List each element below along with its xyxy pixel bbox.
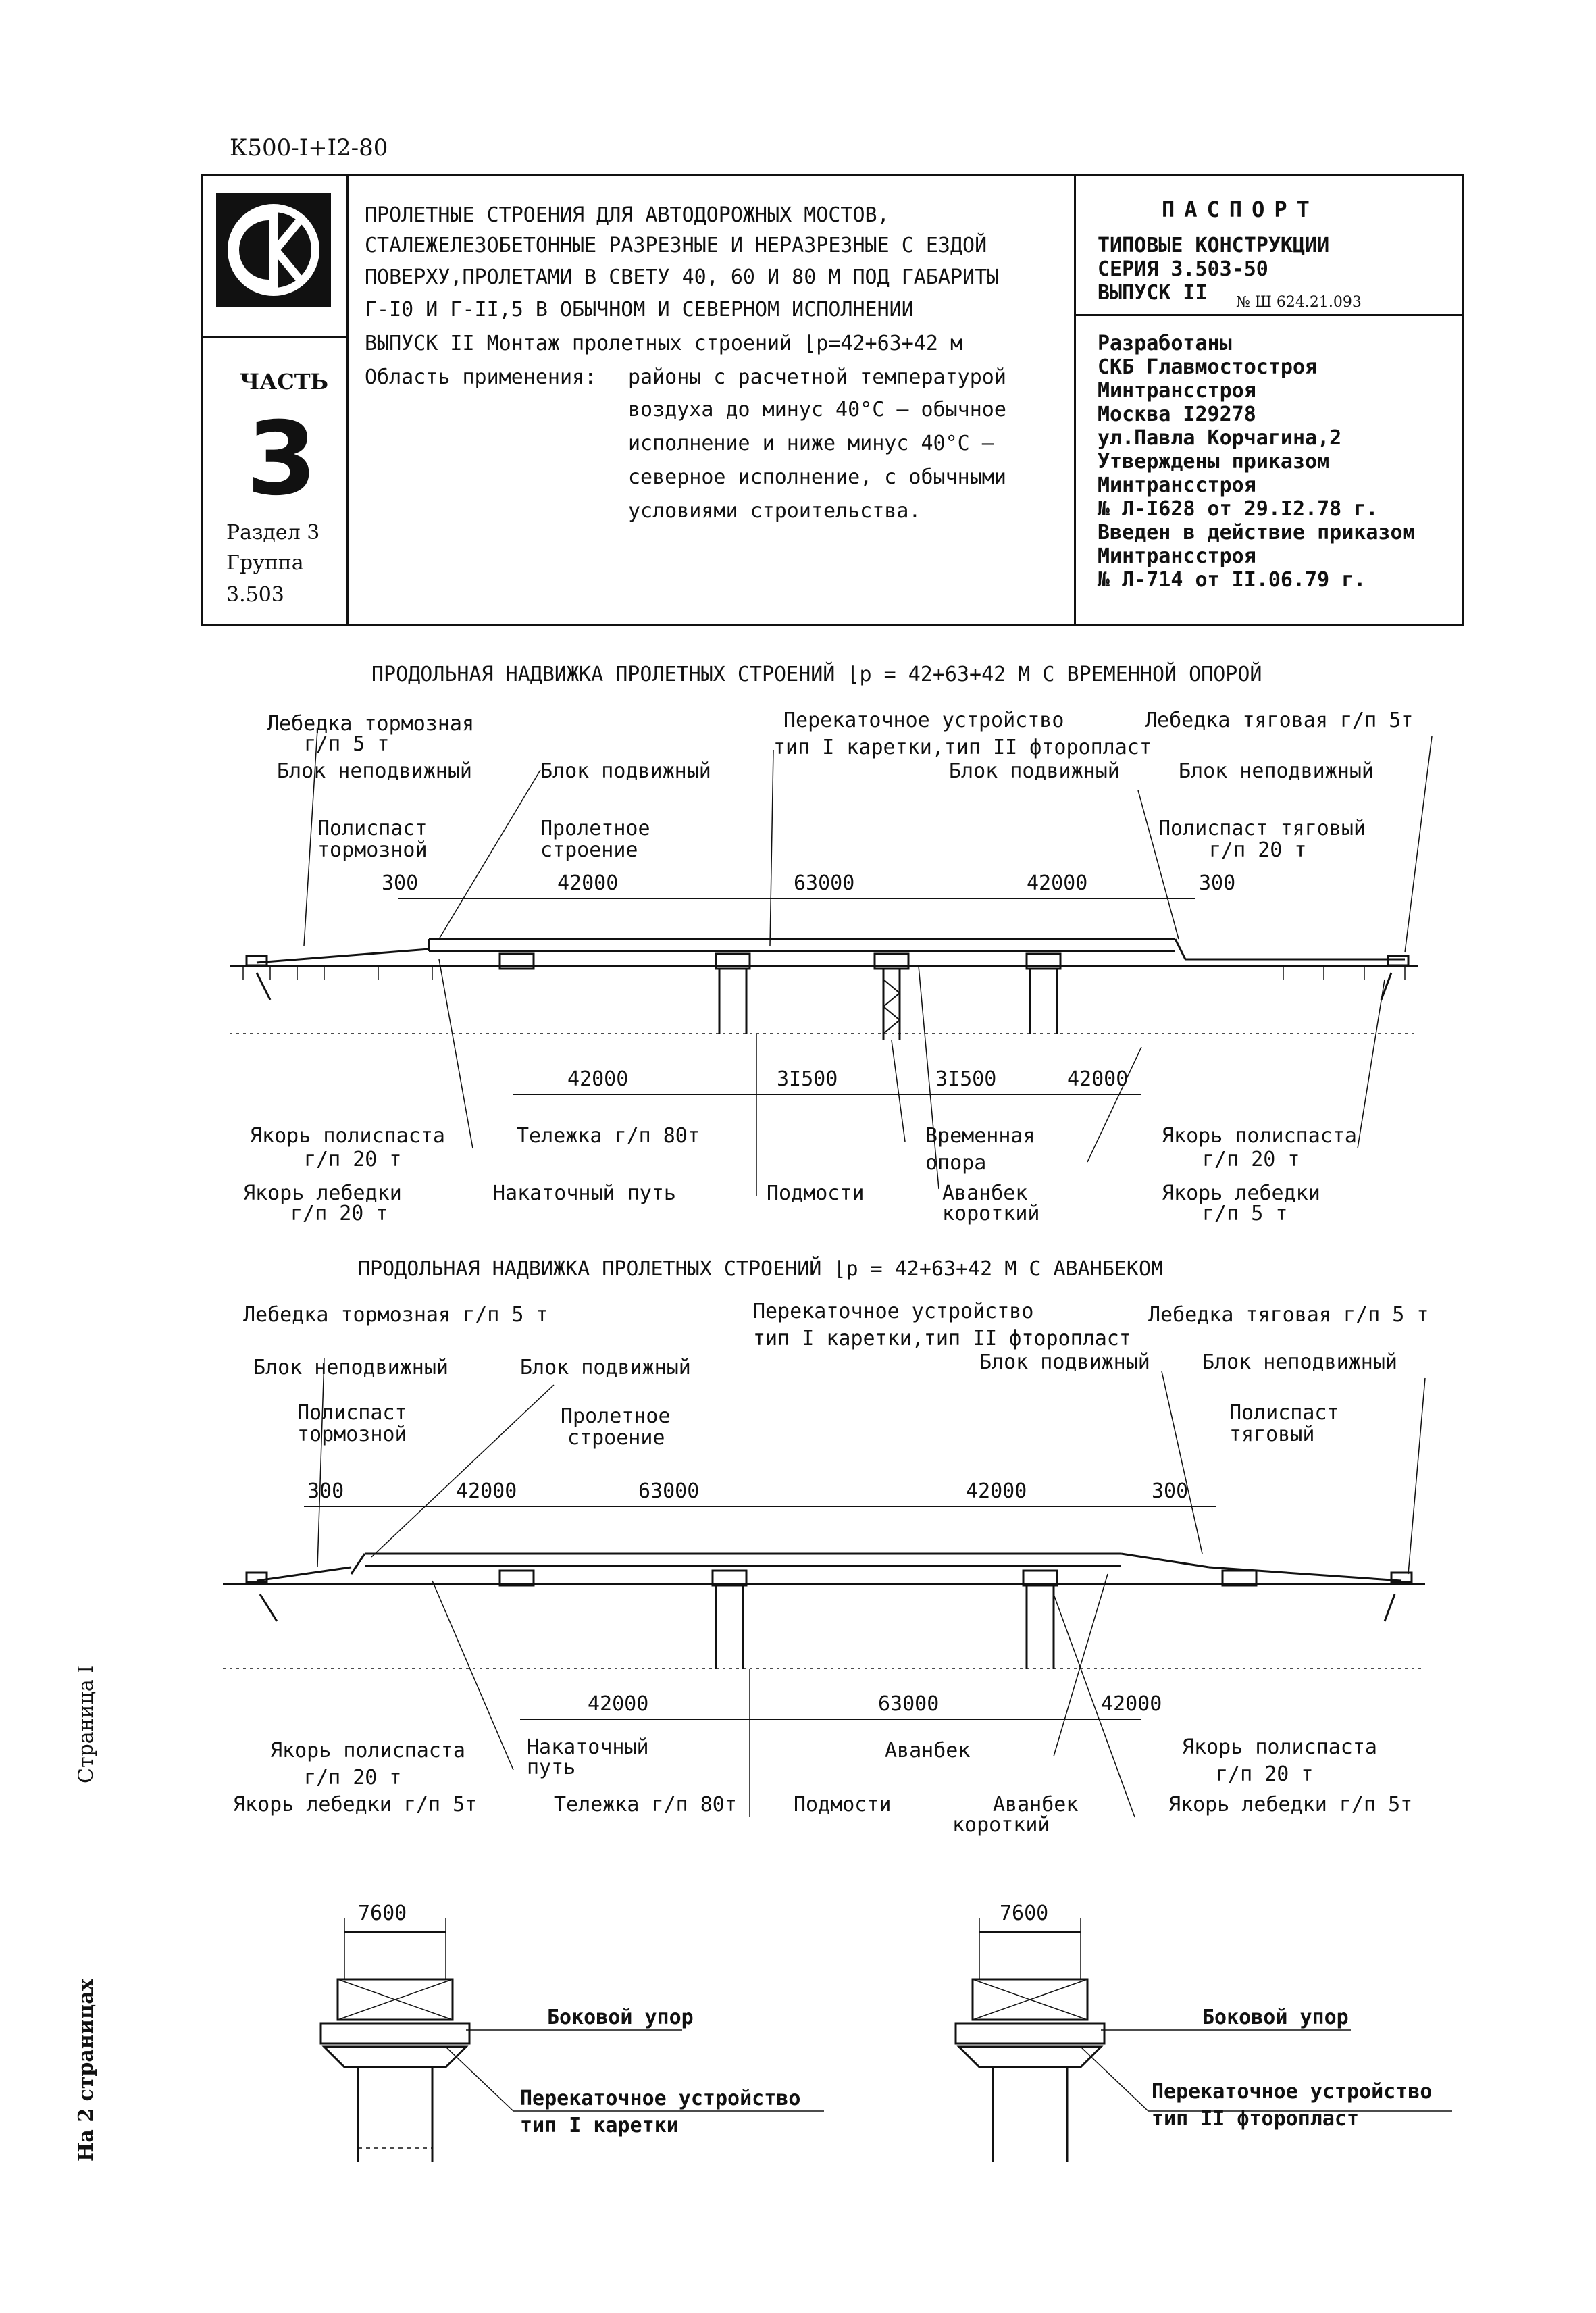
d2-track-1: Накаточный (527, 1735, 649, 1759)
d2-span-1: Пролетное (561, 1404, 671, 1428)
title-line-5: ВЫПУСК II Монтаж пролетных строений ⌊р=42+63+42 м (365, 332, 963, 355)
d2-block-fixed-right: Блок неподвижный (1202, 1350, 1397, 1374)
scope-line-1: районы с расчетной температурой (628, 365, 1006, 389)
d1-anchor-winch-left-1: Якорь лебедки (243, 1181, 402, 1205)
title-line-4: Г-I0 И Г-II,5 В ОБЫЧНОМ И СЕВЕРНОМ ИСПОЛНЕНИИ (365, 298, 914, 322)
d1-anchor-winch-right-2: г/п 5 т (1202, 1202, 1288, 1225)
scope-line-4: северное исполнение, с обычными (628, 465, 1006, 489)
d1-polyspast-brake-2: тормозной (317, 838, 428, 862)
passport-line-2: СЕРИЯ 3.503-50 (1098, 257, 1268, 281)
section-left-label-1: Боковой упор (547, 2006, 694, 2029)
dev-line-11: № Л-714 от II.06.79 г. (1098, 568, 1366, 592)
scope-line-5: условиями строительства. (628, 499, 921, 523)
d1-dim-bottom-4: 42000 (1067, 1067, 1129, 1091)
d2-nose-short-1: Аванбек (993, 1793, 1079, 1816)
group-label: Группа (226, 551, 304, 575)
pages-total-vertical: На 2 страницах (74, 1979, 98, 2162)
d2-span-2: строение (567, 1426, 665, 1450)
dev-line-5: ул.Павла Корчагина,2 (1098, 426, 1342, 450)
dev-line-6: Утверждены приказом (1098, 450, 1330, 474)
d2-dim-bottom-2: 63000 (878, 1692, 939, 1716)
d1-dim-bottom-1: 42000 (567, 1067, 629, 1091)
d1-anchor-winch-right-1: Якорь лебедки (1162, 1181, 1320, 1205)
d1-trolley: Тележка г/п 80т (517, 1124, 700, 1148)
d2-anchor-poly-left-1: Якорь полиспаста (270, 1739, 465, 1762)
drawing2-title: ПРОДОЛЬНАЯ НАДВИЖКА ПРОЛЕТНЫХ СТРОЕНИЙ ⌊р = 42+63+42 М С АВАНБЕКОМ (358, 1257, 1164, 1281)
d2-winch-brake: Лебедка тормозная г/п 5 т (243, 1303, 548, 1327)
scope-label: Область применения: (365, 365, 597, 389)
dev-line-10: Минтрансстроя (1098, 544, 1256, 568)
d1-span-2: строение (540, 838, 638, 862)
section-right-label-1: Боковой упор (1202, 2006, 1349, 2029)
d2-dim-top-5: 300 (1152, 1479, 1189, 1503)
d1-dim-top-2: 42000 (557, 871, 619, 895)
d2-block-fixed-left: Блок неподвижный (253, 1356, 448, 1379)
d2-trolley: Тележка г/п 80т (554, 1793, 737, 1816)
d1-dim-top-3: 63000 (794, 871, 855, 895)
section-left-label-3: тип I каретки (520, 2114, 679, 2137)
d1-track: Накаточный путь (493, 1181, 676, 1205)
section-label: Раздел 3 (226, 521, 320, 544)
d1-block-fixed-right: Блок неподвижный (1179, 759, 1374, 783)
passport-line-1: ТИПОВЫЕ КОНСТРУКЦИИ (1098, 234, 1330, 257)
passport-line-3: ВЫПУСК II (1098, 281, 1208, 305)
dev-line-1: Разработаны (1098, 332, 1232, 355)
d2-dim-top-3: 63000 (638, 1479, 700, 1503)
title-line-3: ПОВЕРХУ,ПРОЛЕТАМИ В СВЕТУ 40, 60 И 80 М ПОД ГАБАРИТЫ (365, 265, 1000, 289)
d2-polyspast-pull-2: тяговый (1229, 1423, 1315, 1446)
d2-dim-bottom-3: 42000 (1101, 1692, 1162, 1716)
d2-nose: Аванбек (885, 1739, 971, 1762)
dev-line-2: СКБ Главмостостроя (1098, 355, 1318, 379)
dev-line-4: Москва I29278 (1098, 403, 1256, 426)
d1-scaffold: Подмости (767, 1181, 865, 1205)
section-right-label-3: тип II фторопласт (1152, 2107, 1360, 2131)
scope-line-2: воздуха до минус 40°С – обычное (628, 398, 1006, 422)
d1-block-movable-right: Блок подвижный (949, 759, 1120, 783)
d1-temp-support-2: опора (925, 1151, 987, 1175)
d1-anchor-poly-right-2: г/п 20 т (1202, 1148, 1300, 1171)
d2-rolling-1: Перекаточное устройство (753, 1300, 1034, 1323)
d1-winch-brake-cap: г/п 5 т (304, 732, 390, 756)
dev-line-7: Минтрансстроя (1098, 474, 1256, 497)
d2-rolling-2: тип I каретки,тип II фторопласт (753, 1327, 1131, 1350)
d2-track-2: путь (527, 1756, 576, 1779)
dev-line-8: № Л-I628 от 29.I2.78 г. (1098, 497, 1379, 521)
d1-block-fixed-left: Блок неподвижный (277, 759, 472, 783)
dev-line-9: Введен в действие приказом (1098, 521, 1415, 544)
d1-dim-bottom-2: 3I500 (777, 1067, 838, 1091)
d2-dim-top-1: 300 (307, 1479, 344, 1503)
d2-block-movable-right: Блок подвижный (979, 1350, 1150, 1374)
d1-dim-top-4: 42000 (1027, 871, 1088, 895)
part-number: 3 (247, 401, 317, 518)
d2-anchor-poly-left-2: г/п 20 т (304, 1766, 402, 1789)
d1-winch-pull: Лебедка тяговая г/п 5т (1145, 709, 1414, 732)
d1-anchor-poly-left-1: Якорь полиспаста (250, 1124, 445, 1148)
scope-line-3: исполнение и ниже минус 40°С – (628, 432, 994, 455)
d2-scaffold: Подмости (794, 1793, 892, 1816)
page-number-vertical: Страница I (74, 1664, 98, 1783)
d1-polyspast-brake-1: Полиспаст (317, 817, 428, 840)
d1-dim-bottom-3: 3I500 (935, 1067, 997, 1091)
d2-anchor-poly-right-1: Якорь полиспаста (1182, 1735, 1377, 1759)
passport-stamp: № Ш 624.21.093 (1236, 294, 1362, 311)
section-right-width: 7600 (1000, 1902, 1049, 1925)
d2-dim-bottom-1: 42000 (588, 1692, 649, 1716)
d1-anchor-winch-left-2: г/п 20 т (290, 1202, 388, 1225)
d2-block-movable-left: Блок подвижный (520, 1356, 691, 1379)
d1-polyspast-pull-2: г/п 20 т (1209, 838, 1307, 862)
d2-winch-pull: Лебедка тяговая г/п 5 т (1148, 1303, 1429, 1327)
part-label: ЧАСТЬ (240, 369, 328, 395)
section-left-label-2: Перекаточное устройство (520, 2087, 801, 2110)
d1-anchor-poly-right-1: Якорь полиспаста (1162, 1124, 1357, 1148)
d1-block-movable-left: Блок подвижный (540, 759, 711, 783)
d2-polyspast-pull-1: Полиспаст (1229, 1401, 1339, 1425)
d2-anchor-winch-left: Якорь лебедки г/п 5т (233, 1793, 478, 1816)
section-left-width: 7600 (358, 1902, 407, 1925)
d2-dim-top-2: 42000 (456, 1479, 517, 1503)
d1-polyspast-pull-1: Полиспаст тяговый (1158, 817, 1366, 840)
d1-rolling-1: Перекаточное устройство (783, 709, 1064, 732)
passport-heading: ПАСПОРТ (1162, 197, 1319, 222)
d2-anchor-poly-right-2: г/п 20 т (1216, 1762, 1314, 1786)
dev-line-3: Минтрансстроя (1098, 379, 1256, 403)
d1-nose-short-2: короткий (942, 1202, 1040, 1225)
d1-nose-short-1: Аванбек (942, 1181, 1028, 1205)
title-line-2: СТАЛЕЖЕЛЕЗОБЕТОННЫЕ РАЗРЕЗНЫЕ И НЕРАЗРЕЗНЫЕ С ЕЗДОЙ (365, 234, 987, 257)
d2-dim-top-4: 42000 (966, 1479, 1027, 1503)
title-line-1: ПРОЛЕТНЫЕ СТРОЕНИЯ ДЛЯ АВТОДОРОЖНЫХ МОСТОВ, (365, 203, 890, 227)
drawing1-title: ПРОДОЛЬНАЯ НАДВИЖКА ПРОЛЕТНЫХ СТРОЕНИЙ ⌊р = 42+63+42 М С ВРЕМЕННОЙ ОПОРОЙ (371, 663, 1262, 686)
document-code: К500-I+I2-80 (230, 134, 388, 161)
d1-dim-top-5: 300 (1199, 871, 1236, 895)
group-number: 3.503 (226, 583, 284, 607)
d2-anchor-winch-right: Якорь лебедки г/п 5т (1168, 1793, 1413, 1816)
d1-winch-brake: Лебедка тормозная (267, 712, 475, 736)
d1-span-1: Пролетное (540, 817, 650, 840)
d1-anchor-poly-left-2: г/п 20 т (304, 1148, 402, 1171)
d1-dim-top-1: 300 (382, 871, 419, 895)
d2-nose-short-2: короткий (952, 1813, 1050, 1837)
d2-polyspast-brake-1: Полиспаст (297, 1401, 407, 1425)
section-right-label-2: Перекаточное устройство (1152, 2080, 1433, 2104)
d1-temp-support-1: Временная (925, 1124, 1035, 1148)
d1-rolling-2: тип I каретки,тип II фторопласт (773, 736, 1152, 759)
d2-polyspast-brake-2: тормозной (297, 1423, 407, 1446)
